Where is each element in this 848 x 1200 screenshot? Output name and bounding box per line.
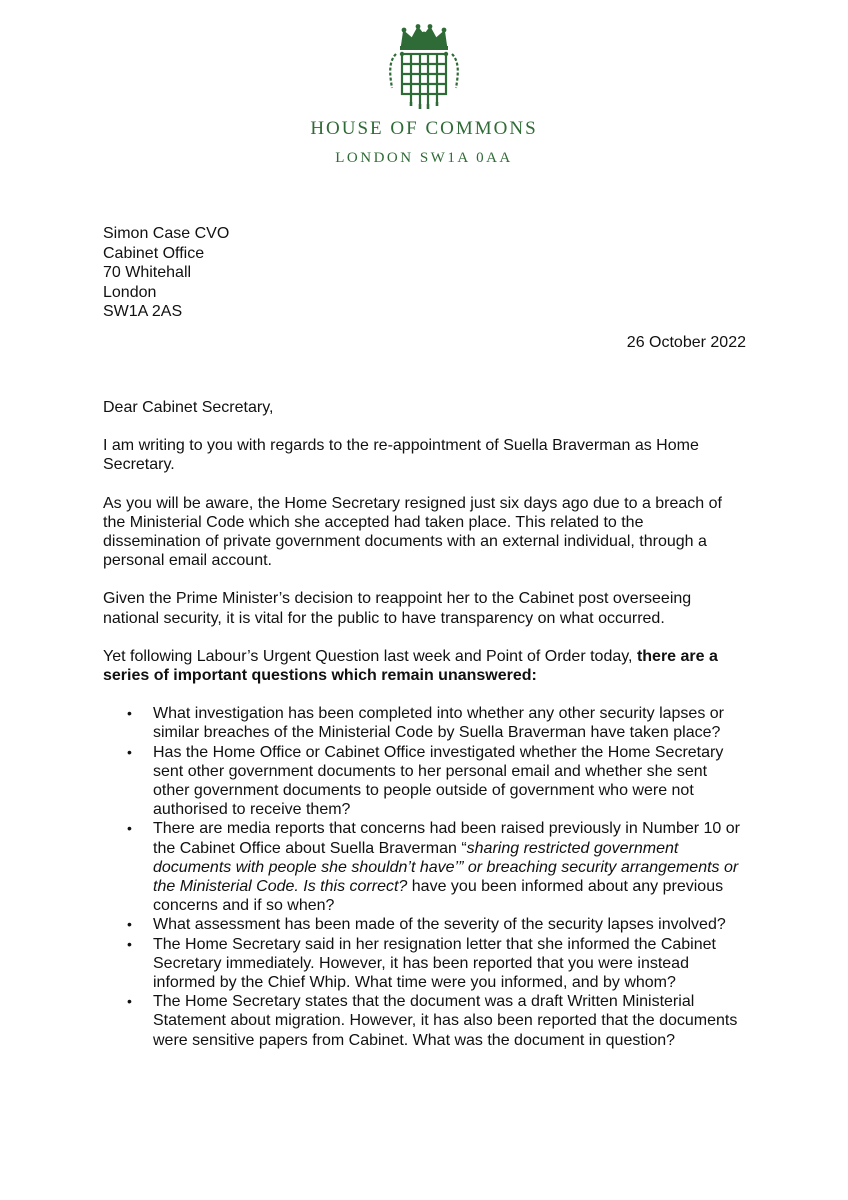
question-text: There are media reports that concerns had been raised previously in Number 10 or the Cabinet Office about Suella Braverman “: [153, 820, 740, 857]
list-item: [102, 819, 743, 915]
paragraph: As you will be aware, the Home Secretary resigned just six days ago due to a breach of the Ministerial Code which she accepted had taken place. This related to the dissemination of private government documents with an external individual, through a personal email account.: [103, 494, 722, 570]
lead-in-text: Yet following Labour’s Urgent Question last week and Point of Order today,: [103, 647, 637, 665]
list-item: [102, 743, 743, 820]
bullet-icon: •: [127, 935, 132, 952]
question-text: What assessment has been made of the severity of the security lapses involved?: [153, 916, 726, 934]
list-item: [102, 915, 743, 934]
recipient-line: 70 Whitehall: [103, 264, 192, 281]
salutation: Dear Cabinet Secretary,: [103, 399, 274, 416]
bullet-icon: •: [127, 916, 132, 933]
letter-date: 26 October 2022: [626, 334, 746, 351]
recipient-address: [103, 224, 229, 322]
lead-in-bold: there are a series of important questions which remain unanswered:: [103, 647, 718, 685]
lead-in-paragraph: [103, 647, 743, 685]
bullet-icon: •: [127, 820, 132, 837]
recipient-line: Simon Case CVO: [103, 225, 230, 242]
question-quote: sharing restricted government documents with people she shouldn’t have’” or breaching security arrangements or the Ministerial Code. Is this correct?: [153, 839, 739, 896]
letterhead-name: HOUSE OF COMMONS: [310, 118, 538, 139]
bullet-icon: •: [127, 743, 132, 760]
bullet-icon: •: [127, 705, 132, 722]
bullet-icon: •: [127, 993, 132, 1010]
recipient-line: London: [103, 283, 157, 301]
list-item: [102, 935, 743, 993]
recipient-line: SW1A 2AS: [103, 303, 183, 320]
paragraph: Given the Prime Minister’s decision to reappoint her to the Cabinet post overseeing national security, it is vital for the public to have transparency on what occurred.: [103, 590, 692, 627]
recipient-line: Cabinet Office: [103, 244, 205, 262]
list-item: [102, 704, 743, 742]
question-text: have you been informed about any previous concerns and if so when?: [153, 878, 724, 915]
questions-list: [103, 704, 743, 1050]
paragraph: I am writing to you with regards to the re-appointment of Suella Braverman as Home Secretary.: [103, 437, 699, 474]
letter-body: [103, 398, 743, 1050]
question-text: What investigation has been completed into whether any other security lapses or similar breaches of the Ministerial Code by Suella Braverman have taken place?: [153, 705, 724, 742]
question-text: The Home Secretary said in her resignation letter that she informed the Cabinet Secretary immediately. However, it has been reported that you were instead informed by the Chief Whip. What time were you informed, and by whom?: [153, 935, 716, 992]
portcullis-crowned-icon: [382, 24, 466, 112]
list-item: [102, 992, 743, 1050]
question-text: Has the Home Office or Cabinet Office investigated whether the Home Secretary sent other government documents to her personal email and whether she sent other government documents to people outside of government who were not authorised to receive them?: [153, 743, 724, 819]
letterhead-address: LONDON SW1A 0AA: [335, 150, 513, 166]
letterhead: [0, 24, 848, 112]
question-text: The Home Secretary states that the document was a draft Written Ministerial Statement about migration. However, it has also been reported that the documents were sensitive papers from Cabinet. What was the document in question?: [153, 993, 738, 1049]
